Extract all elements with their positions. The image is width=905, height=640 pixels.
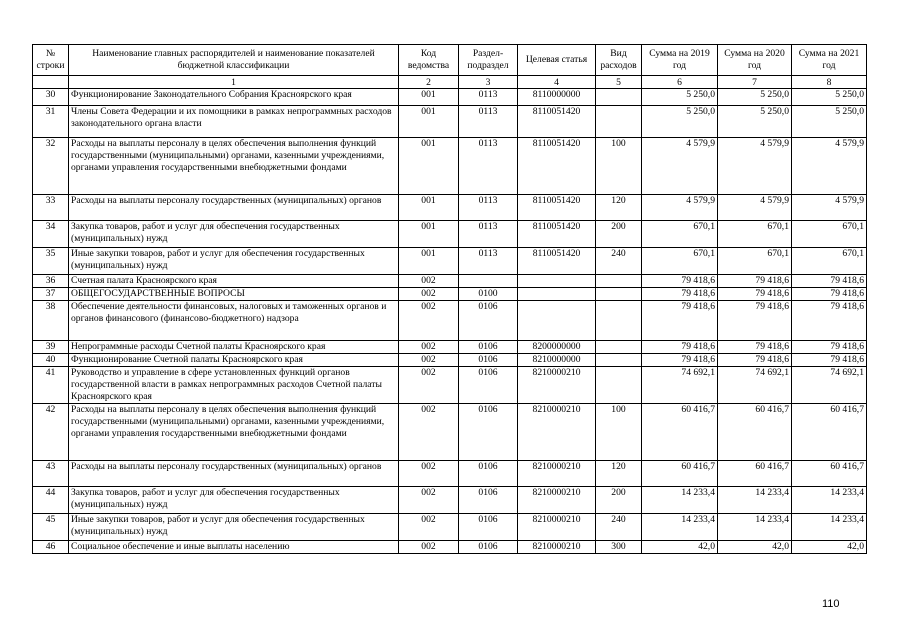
amount-2021-cell: 4 579,9 xyxy=(792,138,867,195)
amount-2019-cell: 79 418,6 xyxy=(642,301,718,341)
name-cell: Счетная палата Красноярского края xyxy=(69,275,399,288)
amount-2021-cell: 79 418,6 xyxy=(792,275,867,288)
amount-2020-cell: 79 418,6 xyxy=(718,354,792,367)
name-cell: Руководство и управление в сфере установленных функций органов государственной власти в рамках непрограммных расходов Счетной палаты Красноярского края xyxy=(69,367,399,404)
section-code-cell: 0100 xyxy=(459,288,518,301)
target-article-cell: 8210000210 xyxy=(518,513,596,540)
amount-2019-cell: 79 418,6 xyxy=(642,288,718,301)
expense-type-cell: 120 xyxy=(596,195,642,221)
target-article-cell: 8210000210 xyxy=(518,403,596,460)
name-cell: Расходы на выплаты персоналу государственных (муниципальных) органов xyxy=(69,460,399,486)
target-article-cell: 8110051420 xyxy=(518,195,596,221)
amount-2021-cell: 14 233,4 xyxy=(792,486,867,513)
name-cell: Члены Совета Федерации и их помощники в рамках непрограммных расходов законодательного органа власти xyxy=(69,106,399,138)
column-number-cell: 6 xyxy=(642,76,718,89)
section-code-cell: 0106 xyxy=(459,301,518,341)
amount-2020-cell: 79 418,6 xyxy=(718,275,792,288)
row-number-cell: 45 xyxy=(33,513,69,540)
amount-2019-cell: 42,0 xyxy=(642,540,718,553)
table-row xyxy=(33,486,867,513)
ministry-code-cell: 002 xyxy=(399,460,459,486)
expense-type-cell: 120 xyxy=(596,460,642,486)
column-number-cell: 8 xyxy=(792,76,867,89)
name-cell: Закупка товаров, работ и услуг для обеспечения государственных (муниципальных) нужд xyxy=(69,486,399,513)
amount-2021-cell: 79 418,6 xyxy=(792,301,867,341)
expense-type-cell: 100 xyxy=(596,403,642,460)
ministry-code-cell: 001 xyxy=(399,138,459,195)
target-article-cell xyxy=(518,301,596,341)
amount-2020-cell: 42,0 xyxy=(718,540,792,553)
expense-type-cell xyxy=(596,354,642,367)
target-article-cell: 8210000210 xyxy=(518,460,596,486)
amount-2019-cell: 14 233,4 xyxy=(642,513,718,540)
column-number-cell: 5 xyxy=(596,76,642,89)
amount-2019-cell: 670,1 xyxy=(642,248,718,275)
ministry-code-cell: 002 xyxy=(399,275,459,288)
header-cell: Сумма на 2019 год xyxy=(642,45,718,76)
table-row xyxy=(33,301,867,341)
row-number-cell: 39 xyxy=(33,341,69,354)
expense-type-cell xyxy=(596,301,642,341)
header-cell: Вид расходов xyxy=(596,45,642,76)
amount-2020-cell: 60 416,7 xyxy=(718,460,792,486)
row-number-cell: 38 xyxy=(33,301,69,341)
name-cell: Расходы на выплаты персоналу в целях обеспечения выполнения функций государственными (муниципальными) органами, казенными учреждениями, органами управления государственными внебюджетными фондами xyxy=(69,403,399,460)
expense-type-cell xyxy=(596,341,642,354)
row-number-cell: 43 xyxy=(33,460,69,486)
row-number-cell: 40 xyxy=(33,354,69,367)
header-cell: Сумма на 2021 год xyxy=(792,45,867,76)
target-article-cell: 8110051420 xyxy=(518,138,596,195)
table-row xyxy=(33,341,867,354)
amount-2020-cell: 60 416,7 xyxy=(718,403,792,460)
ministry-code-cell: 001 xyxy=(399,195,459,221)
table-row xyxy=(33,288,867,301)
amount-2019-cell: 14 233,4 xyxy=(642,486,718,513)
section-code-cell: 0106 xyxy=(459,460,518,486)
ministry-code-cell: 001 xyxy=(399,248,459,275)
amount-2021-cell: 74 692,1 xyxy=(792,367,867,404)
row-number-cell: 35 xyxy=(33,248,69,275)
ministry-code-cell: 002 xyxy=(399,486,459,513)
amount-2019-cell: 79 418,6 xyxy=(642,341,718,354)
amount-2020-cell: 4 579,9 xyxy=(718,138,792,195)
name-cell: Иные закупки товаров, работ и услуг для обеспечения государственных (муниципальных) нужд xyxy=(69,513,399,540)
column-number-cell: 1 xyxy=(69,76,399,89)
target-article-cell: 8200000000 xyxy=(518,341,596,354)
name-cell: Закупка товаров, работ и услуг для обеспечения государственных (муниципальных) нужд xyxy=(69,221,399,248)
target-article-cell: 8210000000 xyxy=(518,354,596,367)
amount-2019-cell: 79 418,6 xyxy=(642,354,718,367)
name-cell: Расходы на выплаты персоналу в целях обеспечения выполнения функций государственными (муниципальными) органами, казенными учреждениями, органами управления государственными внебюджетными фондами xyxy=(69,138,399,195)
ministry-code-cell: 002 xyxy=(399,288,459,301)
amount-2021-cell: 60 416,7 xyxy=(792,460,867,486)
row-number-cell: 30 xyxy=(33,89,69,106)
amount-2019-cell: 5 250,0 xyxy=(642,89,718,106)
expense-type-cell: 200 xyxy=(596,221,642,248)
ministry-code-cell: 002 xyxy=(399,367,459,404)
header-cell: Наименование главных распорядителей и наименование показателей бюджетной классификации xyxy=(69,45,399,76)
amount-2019-cell: 60 416,7 xyxy=(642,460,718,486)
ministry-code-cell: 002 xyxy=(399,341,459,354)
amount-2019-cell: 4 579,9 xyxy=(642,138,718,195)
row-number-cell: 31 xyxy=(33,106,69,138)
amount-2019-cell: 670,1 xyxy=(642,221,718,248)
table-row xyxy=(33,403,867,460)
expense-type-cell: 240 xyxy=(596,513,642,540)
amount-2021-cell: 79 418,6 xyxy=(792,341,867,354)
amount-2019-cell: 74 692,1 xyxy=(642,367,718,404)
section-code-cell: 0113 xyxy=(459,89,518,106)
table-row xyxy=(33,540,867,553)
section-code-cell: 0113 xyxy=(459,138,518,195)
section-code-cell: 0106 xyxy=(459,367,518,404)
amount-2020-cell: 79 418,6 xyxy=(718,288,792,301)
header-cell: Целевая статья xyxy=(518,45,596,76)
ministry-code-cell: 001 xyxy=(399,221,459,248)
table-row xyxy=(33,513,867,540)
amount-2020-cell: 79 418,6 xyxy=(718,301,792,341)
amount-2020-cell: 670,1 xyxy=(718,248,792,275)
section-code-cell: 0106 xyxy=(459,354,518,367)
header-cell: Раздел-подраздел xyxy=(459,45,518,76)
amount-2019-cell: 4 579,9 xyxy=(642,195,718,221)
header-cell: № строки xyxy=(33,45,69,76)
table-row xyxy=(33,248,867,275)
target-article-cell xyxy=(518,288,596,301)
section-code-cell: 0106 xyxy=(459,540,518,553)
target-article-cell: 8110051420 xyxy=(518,106,596,138)
amount-2021-cell: 670,1 xyxy=(792,221,867,248)
header-cell: Сумма на 2020 год xyxy=(718,45,792,76)
amount-2019-cell: 5 250,0 xyxy=(642,106,718,138)
target-article-cell: 8210000210 xyxy=(518,367,596,404)
expense-type-cell xyxy=(596,367,642,404)
column-number-cell: 3 xyxy=(459,76,518,89)
section-code-cell: 0113 xyxy=(459,195,518,221)
name-cell: Иные закупки товаров, работ и услуг для обеспечения государственных (муниципальных) нужд xyxy=(69,248,399,275)
amount-2019-cell: 60 416,7 xyxy=(642,403,718,460)
section-code-cell: 0106 xyxy=(459,513,518,540)
table-row xyxy=(33,460,867,486)
amount-2021-cell: 670,1 xyxy=(792,248,867,275)
table-row xyxy=(33,354,867,367)
expense-type-cell: 200 xyxy=(596,486,642,513)
ministry-code-cell: 002 xyxy=(399,403,459,460)
section-code-cell: 0106 xyxy=(459,486,518,513)
amount-2020-cell: 14 233,4 xyxy=(718,513,792,540)
expense-type-cell xyxy=(596,275,642,288)
amount-2020-cell: 670,1 xyxy=(718,221,792,248)
expense-type-cell: 100 xyxy=(596,138,642,195)
ministry-code-cell: 001 xyxy=(399,89,459,106)
expense-type-cell: 240 xyxy=(596,248,642,275)
name-cell: Непрограммные расходы Счетной палаты Красноярского края xyxy=(69,341,399,354)
target-article-cell: 8210000210 xyxy=(518,540,596,553)
table-row xyxy=(33,367,867,404)
amount-2021-cell: 79 418,6 xyxy=(792,288,867,301)
header-cell: Код ведомства xyxy=(399,45,459,76)
column-number-cell: 7 xyxy=(718,76,792,89)
amount-2019-cell: 79 418,6 xyxy=(642,275,718,288)
section-code-cell: 0106 xyxy=(459,341,518,354)
expense-type-cell xyxy=(596,106,642,138)
section-code-cell xyxy=(459,275,518,288)
row-number-cell: 41 xyxy=(33,367,69,404)
page-number: 110 xyxy=(822,598,840,610)
header-row xyxy=(33,45,867,76)
row-number-cell: 33 xyxy=(33,195,69,221)
name-cell: ОБЩЕГОСУДАРСТВЕННЫЕ ВОПРОСЫ xyxy=(69,288,399,301)
table-row xyxy=(33,106,867,138)
target-article-cell: 8110051420 xyxy=(518,221,596,248)
budget-table xyxy=(32,44,867,554)
name-cell: Социальное обеспечение и иные выплаты населению xyxy=(69,540,399,553)
name-cell: Функционирование Счетной палаты Красноярского края xyxy=(69,354,399,367)
target-article-cell: 8210000210 xyxy=(518,486,596,513)
amount-2020-cell: 79 418,6 xyxy=(718,341,792,354)
amount-2020-cell: 5 250,0 xyxy=(718,106,792,138)
table-row xyxy=(33,195,867,221)
amount-2020-cell: 14 233,4 xyxy=(718,486,792,513)
table-row xyxy=(33,221,867,248)
section-code-cell: 0106 xyxy=(459,403,518,460)
amount-2020-cell: 5 250,0 xyxy=(718,89,792,106)
ministry-code-cell: 002 xyxy=(399,301,459,341)
amount-2021-cell: 5 250,0 xyxy=(792,106,867,138)
amount-2021-cell: 4 579,9 xyxy=(792,195,867,221)
table-row xyxy=(33,138,867,195)
ministry-code-cell: 002 xyxy=(399,354,459,367)
row-number-cell: 34 xyxy=(33,221,69,248)
target-article-cell xyxy=(518,275,596,288)
column-number-cell: 4 xyxy=(518,76,596,89)
row-number-cell: 37 xyxy=(33,288,69,301)
column-number-cell xyxy=(33,76,69,89)
name-cell: Функционирование Законодательного Собрания Красноярского края xyxy=(69,89,399,106)
amount-2021-cell: 14 233,4 xyxy=(792,513,867,540)
column-number-cell: 2 xyxy=(399,76,459,89)
name-cell: Расходы на выплаты персоналу государственных (муниципальных) органов xyxy=(69,195,399,221)
row-number-cell: 42 xyxy=(33,403,69,460)
expense-type-cell: 300 xyxy=(596,540,642,553)
column-number-row xyxy=(33,76,867,89)
section-code-cell: 0113 xyxy=(459,221,518,248)
target-article-cell: 8110000000 xyxy=(518,89,596,106)
amount-2020-cell: 74 692,1 xyxy=(718,367,792,404)
row-number-cell: 46 xyxy=(33,540,69,553)
ministry-code-cell: 002 xyxy=(399,513,459,540)
table-row xyxy=(33,275,867,288)
amount-2021-cell: 42,0 xyxy=(792,540,867,553)
section-code-cell: 0113 xyxy=(459,248,518,275)
expense-type-cell xyxy=(596,288,642,301)
expense-type-cell xyxy=(596,89,642,106)
amount-2020-cell: 4 579,9 xyxy=(718,195,792,221)
amount-2021-cell: 60 416,7 xyxy=(792,403,867,460)
row-number-cell: 44 xyxy=(33,486,69,513)
ministry-code-cell: 002 xyxy=(399,540,459,553)
table-body xyxy=(33,89,867,554)
table-row xyxy=(33,89,867,106)
name-cell: Обеспечение деятельности финансовых, налоговых и таможенных органов и органов финансового (финансово-бюджетного) надзора xyxy=(69,301,399,341)
amount-2021-cell: 5 250,0 xyxy=(792,89,867,106)
amount-2021-cell: 79 418,6 xyxy=(792,354,867,367)
section-code-cell: 0113 xyxy=(459,106,518,138)
ministry-code-cell: 001 xyxy=(399,106,459,138)
row-number-cell: 32 xyxy=(33,138,69,195)
target-article-cell: 8110051420 xyxy=(518,248,596,275)
row-number-cell: 36 xyxy=(33,275,69,288)
